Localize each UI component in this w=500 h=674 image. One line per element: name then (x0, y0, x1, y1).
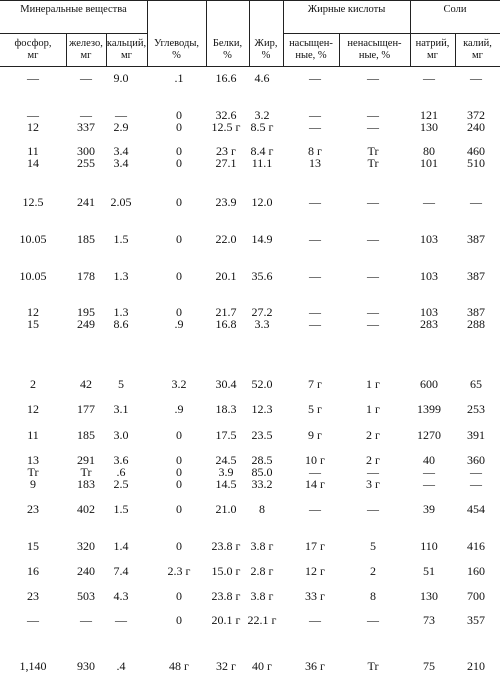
cell-potassium: 160 (467, 564, 485, 578)
cell-saturated: 10 г (305, 453, 325, 467)
cell-fat: 23.5 (251, 428, 273, 442)
cell-iron: 240 (77, 564, 95, 578)
cell-sodium: 1399 (417, 402, 441, 416)
cell-carbohydrates: 0 (176, 195, 182, 209)
cell-potassium: 391 (467, 428, 485, 442)
cell-fat: 11.1 (251, 156, 273, 170)
cell-saturated: 14 г (305, 477, 325, 491)
cell-protein: 20.1 (215, 269, 237, 283)
cell-sodium: 80 (423, 144, 435, 158)
col-header-carbohydrates: Углеводы, % (153, 38, 200, 61)
cell-fat: 27.2 (251, 305, 273, 319)
cell-sodium: 40 (423, 453, 435, 467)
cell-sodium: 39 (423, 502, 435, 516)
cell-saturated: — (309, 613, 321, 627)
cell-carbohydrates: 0 (176, 589, 182, 603)
cell-potassium: — (470, 71, 482, 85)
cell-phosphorus: 23 (27, 502, 39, 516)
cell-saturated: — (309, 465, 321, 479)
cell-fat: 3.2 (254, 108, 270, 122)
cell-calcium: 2.5 (113, 477, 129, 491)
cell-saturated: — (309, 195, 321, 209)
cell-carbohydrates: .9 (174, 402, 184, 416)
table-top-rule (0, 0, 500, 1)
cell-unsaturated: — (367, 120, 379, 134)
cell-protein: 23.8 г (211, 539, 241, 553)
cell-saturated: — (309, 305, 321, 319)
cell-carbohydrates: 0 (176, 477, 182, 491)
cell-carbohydrates: 0 (176, 305, 182, 319)
cell-fat: 8.5 г (250, 120, 274, 134)
cell-phosphorus: 11 (27, 428, 39, 442)
cell-calcium: 3.4 (113, 144, 129, 158)
cell-carbohydrates: .9 (174, 317, 184, 331)
cell-iron: 249 (77, 317, 95, 331)
cell-fat: 85.0 (251, 465, 273, 479)
cell-carbohydrates: 0 (176, 428, 182, 442)
cell-potassium: 360 (467, 453, 485, 467)
cell-sodium: — (423, 465, 435, 479)
cell-unsaturated: Tr (367, 659, 379, 673)
cell-sodium: 121 (420, 108, 438, 122)
cell-protein: 12.5 г (211, 120, 241, 134)
col-header-unsaturated: ненасыщен- ные, % (347, 38, 402, 61)
cell-phosphorus: — (27, 71, 39, 85)
cell-protein: 23.9 (215, 195, 237, 209)
cell-carbohydrates: 0 (176, 613, 182, 627)
cell-sodium: 103 (420, 305, 438, 319)
cell-unsaturated: 8 (370, 589, 376, 603)
col-header-phosphorus: фосфор, мг (14, 38, 52, 61)
col-header-protein: Белки, % (212, 38, 243, 61)
cell-calcium: — (115, 108, 127, 122)
cell-fat: 12.3 (251, 402, 273, 416)
cell-saturated: — (309, 317, 321, 331)
cell-carbohydrates: .1 (174, 71, 184, 85)
cell-fat: 12.0 (251, 195, 273, 209)
cell-unsaturated: — (367, 613, 379, 627)
cell-saturated: 36 г (305, 659, 325, 673)
cell-protein: 15.0 г (211, 564, 241, 578)
cell-phosphorus: 9 (30, 477, 36, 491)
cell-sodium: 283 (420, 317, 438, 331)
cell-sodium: — (423, 477, 435, 491)
cell-unsaturated: — (367, 317, 379, 331)
cell-potassium: — (470, 477, 482, 491)
cell-sodium: — (423, 71, 435, 85)
cell-calcium: 1.3 (113, 269, 129, 283)
cell-iron: — (80, 71, 92, 85)
cell-calcium: 2.05 (110, 195, 132, 209)
cell-carbohydrates: 0 (176, 539, 182, 553)
cell-sodium: — (423, 195, 435, 209)
cell-phosphorus: 15 (27, 317, 39, 331)
cell-phosphorus: — (27, 108, 39, 122)
cell-sodium: 103 (420, 269, 438, 283)
cell-unsaturated: — (367, 108, 379, 122)
cell-iron: Tr (80, 465, 92, 479)
cell-potassium: 387 (467, 269, 485, 283)
cell-unsaturated: 1 г (366, 402, 380, 416)
cell-saturated: — (309, 232, 321, 246)
col-header-potassium: калий, мг (463, 38, 492, 61)
cell-saturated: 8 г (308, 144, 322, 158)
cell-calcium: 1.5 (113, 502, 129, 516)
cell-iron: 255 (77, 156, 95, 170)
cell-protein: 16.8 (215, 317, 237, 331)
cell-unsaturated: 1 г (366, 377, 380, 391)
col-header-calcium: кальций, мг (106, 38, 147, 61)
cell-phosphorus: 14 (27, 156, 39, 170)
cell-carbohydrates: 2.3 г (167, 564, 191, 578)
cell-calcium: 5 (118, 377, 124, 391)
cell-protein: 32 г (216, 659, 236, 673)
cell-saturated: — (309, 71, 321, 85)
cell-phosphorus: 11 (27, 144, 39, 158)
cell-saturated: — (309, 108, 321, 122)
cell-carbohydrates: 0 (176, 120, 182, 134)
cell-protein: 22.0 (215, 232, 237, 246)
cell-protein: 17.5 (215, 428, 237, 442)
cell-calcium: 1.3 (113, 305, 129, 319)
cell-carbohydrates: 3.2 (171, 377, 187, 391)
cell-fat: 33.2 (251, 477, 273, 491)
cell-potassium: 416 (467, 539, 485, 553)
cell-calcium: 1.4 (113, 539, 129, 553)
cell-unsaturated: Tr (367, 144, 379, 158)
cell-fat: 8.4 г (250, 144, 274, 158)
cell-iron: 930 (77, 659, 95, 673)
cell-iron: 320 (77, 539, 95, 553)
cell-phosphorus: 2 (30, 377, 36, 391)
cell-protein: 32.6 (215, 108, 237, 122)
cell-protein: 27.1 (215, 156, 237, 170)
cell-potassium: 372 (467, 108, 485, 122)
minerals-group-rule (0, 33, 147, 34)
cell-potassium: 454 (467, 502, 485, 516)
cell-calcium: 1.5 (113, 232, 129, 246)
cell-phosphorus: 15 (27, 539, 39, 553)
cell-fat: 52.0 (251, 377, 273, 391)
cell-calcium: 8.6 (113, 317, 129, 331)
col-header-iron: железо, мг (69, 38, 103, 61)
cell-saturated: 12 г (305, 564, 325, 578)
cell-protein: 23 г (216, 144, 236, 158)
cell-iron: 402 (77, 502, 95, 516)
cell-potassium: 387 (467, 305, 485, 319)
col-header-fat: Жир, % (254, 38, 278, 61)
cell-iron: 178 (77, 269, 95, 283)
cell-unsaturated: — (367, 269, 379, 283)
cell-iron: 185 (77, 428, 95, 442)
cell-calcium: 3.1 (113, 402, 129, 416)
cell-carbohydrates: 0 (176, 453, 182, 467)
cell-iron: 183 (77, 477, 95, 491)
cell-phosphorus: 12 (27, 120, 39, 134)
cell-potassium: 387 (467, 232, 485, 246)
cell-sodium: 103 (420, 232, 438, 246)
cell-protein: 16.6 (215, 71, 237, 85)
cell-sodium: 110 (420, 539, 438, 553)
cell-protein: 18.3 (215, 402, 237, 416)
cell-saturated: 5 г (308, 402, 322, 416)
cell-calcium: 4.3 (113, 589, 129, 603)
cell-protein: 23.8 г (211, 589, 241, 603)
cell-unsaturated: — (367, 465, 379, 479)
cell-protein: 30.4 (215, 377, 237, 391)
cell-carbohydrates: 0 (176, 232, 182, 246)
cell-iron: 241 (77, 195, 95, 209)
cell-carbohydrates: 0 (176, 144, 182, 158)
cell-phosphorus: 12 (27, 402, 39, 416)
cell-carbohydrates: 0 (176, 465, 182, 479)
cell-saturated: — (309, 502, 321, 516)
cell-potassium: 510 (467, 156, 485, 170)
cell-fat: 3.8 г (250, 539, 274, 553)
cell-iron: 291 (77, 453, 95, 467)
cell-iron: 337 (77, 120, 95, 134)
cell-potassium: 460 (467, 144, 485, 158)
cell-carbohydrates: 0 (176, 502, 182, 516)
group-header-minerals: Минеральные вещества (20, 4, 127, 15)
cell-saturated: — (309, 120, 321, 134)
cell-unsaturated: 5 (370, 539, 376, 553)
cell-potassium: 288 (467, 317, 485, 331)
cell-calcium: .6 (116, 465, 126, 479)
cell-calcium: 2.9 (113, 120, 129, 134)
cell-unsaturated: 2 г (366, 428, 380, 442)
cell-sodium: 130 (420, 589, 438, 603)
cell-protein: 3.9 (218, 465, 234, 479)
cell-carbohydrates: 0 (176, 156, 182, 170)
cell-fat: 22.1 г (247, 613, 277, 627)
cell-phosphorus: Tr (27, 465, 39, 479)
cell-iron: — (80, 613, 92, 627)
cell-carbohydrates: 0 (176, 269, 182, 283)
cell-fat: 35.6 (251, 269, 273, 283)
cell-unsaturated: — (367, 195, 379, 209)
cell-unsaturated: 2 (370, 564, 376, 578)
cell-unsaturated: — (367, 232, 379, 246)
cell-sodium: 600 (420, 377, 438, 391)
cell-iron: 195 (77, 305, 95, 319)
cell-calcium: 7.4 (113, 564, 129, 578)
header-bottom-rule (0, 66, 500, 67)
fatty-acids-group-rule (283, 33, 410, 34)
cell-unsaturated: Tr (367, 156, 379, 170)
cell-unsaturated: — (367, 71, 379, 85)
cell-phosphorus: 16 (27, 564, 39, 578)
cell-saturated: 9 г (308, 428, 322, 442)
cell-carbohydrates: 0 (176, 108, 182, 122)
cell-protein: 21.7 (215, 305, 237, 319)
cell-phosphorus: — (27, 613, 39, 627)
cell-phosphorus: 10.05 (19, 269, 47, 283)
cell-unsaturated: — (367, 305, 379, 319)
cell-fat: 3.8 г (250, 589, 274, 603)
cell-calcium: .4 (116, 659, 126, 673)
cell-unsaturated: — (367, 502, 379, 516)
cell-fat: 8 (259, 502, 265, 516)
cell-sodium: 73 (423, 613, 435, 627)
cell-phosphorus: 23 (27, 589, 39, 603)
cell-saturated: 33 г (305, 589, 325, 603)
cell-potassium: — (470, 195, 482, 209)
cell-potassium: 253 (467, 402, 485, 416)
cell-unsaturated: 2 г (366, 453, 380, 467)
cell-saturated: 17 г (305, 539, 325, 553)
cell-phosphorus: 12 (27, 305, 39, 319)
cell-sodium: 75 (423, 659, 435, 673)
cell-potassium: 210 (467, 659, 485, 673)
cell-sodium: 130 (420, 120, 438, 134)
cell-saturated: — (309, 269, 321, 283)
group-header-salts: Соли (443, 4, 467, 15)
group-header-fatty-acids: Жирные кислоты (307, 4, 386, 15)
cell-iron: — (80, 108, 92, 122)
cell-calcium: — (115, 613, 127, 627)
cell-iron: 300 (77, 144, 95, 158)
cell-fat: 40 г (252, 659, 272, 673)
cell-saturated: 7 г (308, 377, 322, 391)
cell-calcium: 3.6 (113, 453, 129, 467)
cell-phosphorus: 1,140 (19, 659, 47, 673)
cell-fat: 4.6 (254, 71, 270, 85)
cell-fat: 28.5 (251, 453, 273, 467)
cell-potassium: 65 (470, 377, 482, 391)
cell-carbohydrates: 48 г (169, 659, 189, 673)
cell-calcium: 9.0 (113, 71, 129, 85)
cell-fat: 14.9 (251, 232, 273, 246)
cell-fat: 2.8 г (250, 564, 274, 578)
col-header-sodium: натрий, мг (415, 38, 450, 61)
cell-iron: 42 (80, 377, 92, 391)
cell-potassium: 357 (467, 613, 485, 627)
cell-potassium: 700 (467, 589, 485, 603)
cell-sodium: 1270 (417, 428, 441, 442)
cell-protein: 24.5 (215, 453, 237, 467)
cell-potassium: 240 (467, 120, 485, 134)
cell-calcium: 3.4 (113, 156, 129, 170)
cell-protein: 21.0 (215, 502, 237, 516)
cell-fat: 3.3 (254, 317, 270, 331)
cell-sodium: 51 (423, 564, 435, 578)
cell-protein: 20.1 г (211, 613, 241, 627)
cell-phosphorus: 12.5 (22, 195, 44, 209)
cell-saturated: 13 (309, 156, 321, 170)
cell-phosphorus: 10.05 (19, 232, 47, 246)
col-header-saturated: насыщен- ные, % (289, 38, 333, 61)
cell-iron: 503 (77, 589, 95, 603)
cell-iron: 185 (77, 232, 95, 246)
cell-potassium: — (470, 465, 482, 479)
cell-sodium: 101 (420, 156, 438, 170)
cell-iron: 177 (77, 402, 95, 416)
cell-unsaturated: 3 г (366, 477, 380, 491)
cell-phosphorus: 13 (27, 453, 39, 467)
cell-protein: 14.5 (215, 477, 237, 491)
cell-calcium: 3.0 (113, 428, 129, 442)
